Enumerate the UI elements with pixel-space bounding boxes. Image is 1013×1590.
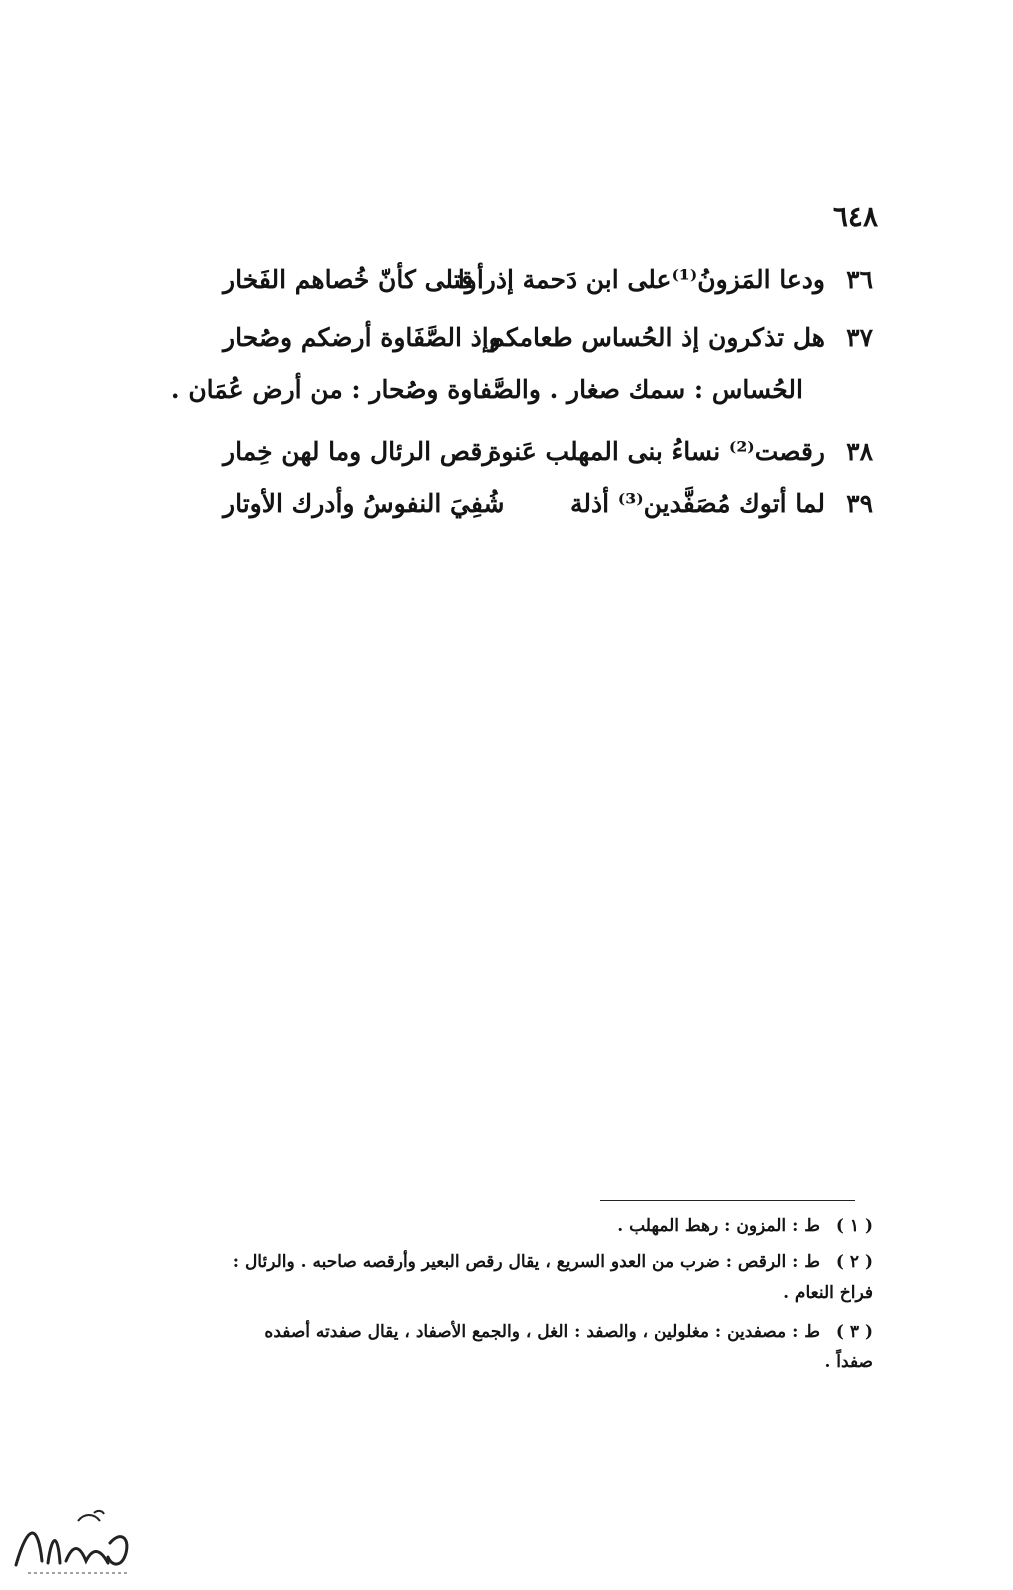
verse-second-hemistich: رقص الرئال وما لهن خِمار bbox=[223, 437, 495, 466]
footnote-3-continuation: صفداً . bbox=[824, 1352, 873, 1372]
verse-number: ٣٨ bbox=[846, 437, 873, 466]
verse-first-hemistich: ودعا المَزونُ⁽¹⁾على ابن دَحمة إذرأوا bbox=[457, 265, 825, 294]
footnote-text: ط : الرقص : ضرب من العدو السريع ، يقال رقص البعير وأرقصه صاحبه . والرئال : bbox=[232, 1252, 820, 1272]
verse-number: ٣٧ bbox=[846, 323, 873, 352]
footnote-text: ط : مصفدين : مغلولين ، والصفد : الغل ، والجمع الأصفاد ، يقال صفدته أصفده bbox=[264, 1322, 820, 1342]
footnote-number: ( ٢ ) bbox=[835, 1252, 873, 1272]
verse-second-hemistich: شُفِيَ النفوسُ وأدرك الأوتار bbox=[223, 489, 505, 518]
verse-36 bbox=[223, 260, 873, 300]
footnote-number: ( ٣ ) bbox=[835, 1322, 873, 1342]
footnote-2-continuation: فراخ النعام . bbox=[783, 1283, 873, 1303]
verse-number: ٣٩ bbox=[846, 489, 873, 518]
footnote-1 bbox=[193, 1207, 873, 1245]
verse-38 bbox=[223, 432, 873, 472]
verse-number: ٣٦ bbox=[846, 265, 873, 294]
page-number: ٦٤٨ bbox=[832, 200, 878, 233]
seal-logo-icon bbox=[8, 1503, 138, 1578]
verse-39 bbox=[223, 484, 873, 524]
verse-second-hemistich: قتلى كأنّ خُصاهم الفَخار bbox=[223, 265, 474, 294]
verse-first-hemistich: رقصت⁽²⁾ نساءُ بنى المهلب عَنوة bbox=[488, 437, 825, 466]
footnote-text: ط : المزون : رهط المهلب . bbox=[617, 1216, 820, 1236]
footnote-divider bbox=[600, 1200, 855, 1201]
footnote-3 bbox=[193, 1313, 873, 1351]
verse-first-hemistich: لما أتوك مُصَفَّدين⁽³⁾ أذلة bbox=[570, 489, 825, 518]
verse-gloss: الحُساس : سمك صغار . والصَّفاوة وصُحار : من أرض عُمَان . bbox=[170, 375, 803, 404]
verse-37 bbox=[223, 318, 873, 358]
verse-second-hemistich: وإذ الصَّفَاوة أرضكم وصُحار bbox=[223, 323, 501, 352]
verse-first-hemistich: هل تذكرون إذ الحُساس طعامكم bbox=[489, 323, 825, 352]
footnote-2 bbox=[193, 1243, 873, 1281]
footnote-number: ( ١ ) bbox=[835, 1216, 873, 1236]
